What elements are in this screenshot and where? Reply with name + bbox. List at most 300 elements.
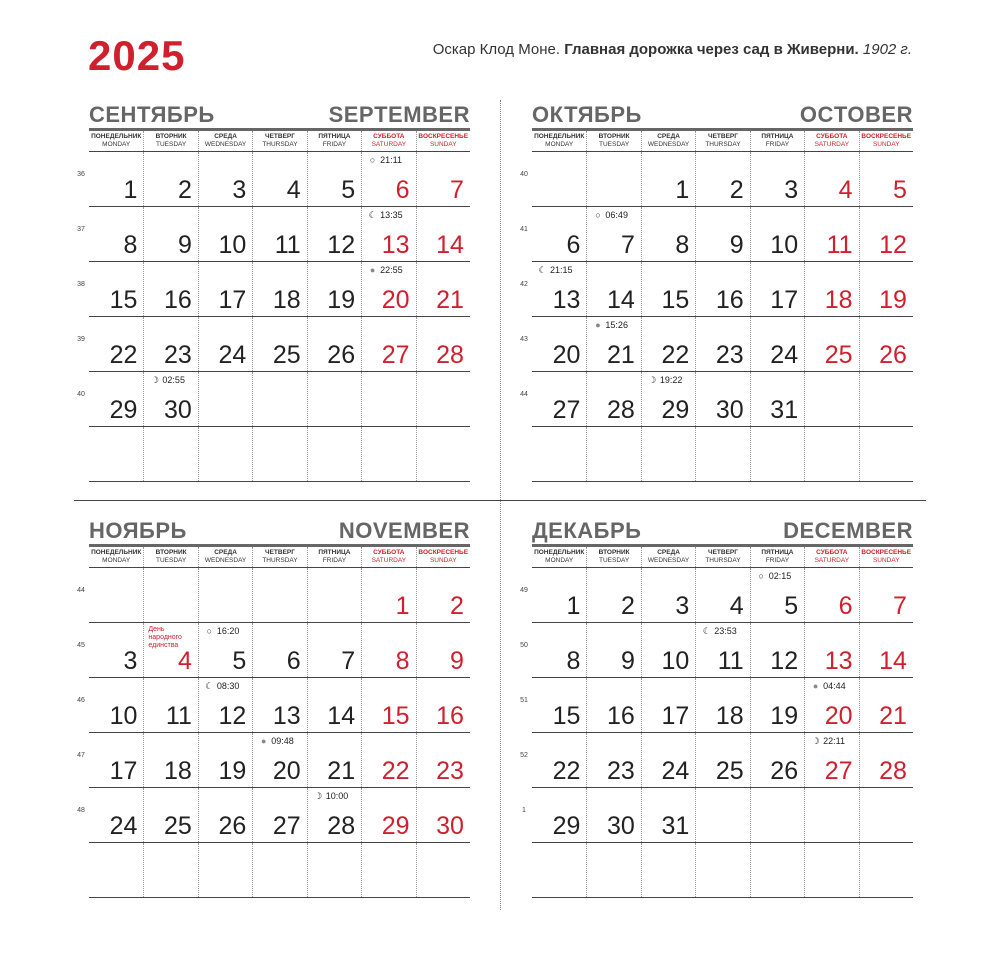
weekday-header: [252, 131, 306, 151]
day-cell[interactable]: [252, 788, 306, 842]
day-cell[interactable]: [198, 788, 252, 842]
weekday-name-ru: СРЕДА: [657, 549, 680, 556]
day-cell: [198, 427, 252, 481]
day-cell[interactable]: [416, 262, 470, 316]
moon-last-icon: ☽: [150, 375, 159, 385]
day-number: 10: [661, 647, 690, 675]
day-cell[interactable]: [416, 623, 470, 677]
day-cell[interactable]: [750, 568, 804, 622]
day-number: 2: [729, 176, 744, 204]
week-row: [520, 678, 913, 733]
day-cell[interactable]: [695, 568, 749, 622]
week-row: [520, 372, 913, 427]
moon-time: 15:26: [605, 320, 628, 330]
day-number: 2: [177, 176, 192, 204]
day-cell[interactable]: [416, 788, 470, 842]
day-cell: [859, 788, 913, 842]
week-number: 48: [77, 807, 85, 814]
weekday-name-en: WEDNESDAY: [204, 141, 247, 148]
moon-new-icon: ○: [369, 155, 376, 165]
month-header: [89, 518, 470, 547]
moon-phase: [757, 571, 792, 581]
day-cell[interactable]: [586, 788, 640, 842]
day-cell[interactable]: [89, 678, 143, 732]
artwork-caption: [433, 41, 912, 58]
day-cell[interactable]: [641, 317, 695, 371]
day-cell[interactable]: [252, 207, 306, 261]
month-name-en: OCTOBER: [799, 102, 913, 127]
day-cell[interactable]: [859, 678, 913, 732]
day-cell[interactable]: [586, 623, 640, 677]
weekday-name-en: FRIDAY: [322, 557, 347, 564]
day-cell[interactable]: [641, 372, 695, 426]
moon-phase: [205, 626, 240, 636]
day-cell[interactable]: [416, 678, 470, 732]
day-cell[interactable]: [750, 262, 804, 316]
day-cell: [586, 427, 640, 481]
day-cell[interactable]: [695, 372, 749, 426]
day-cell[interactable]: [532, 262, 586, 316]
day-number: 27: [272, 812, 301, 840]
day-cell: [586, 843, 640, 897]
day-cell[interactable]: [198, 262, 252, 316]
day-cell[interactable]: [641, 733, 695, 787]
moon-phase: [648, 375, 683, 386]
day-number: 25: [272, 341, 301, 369]
caption-date: 1902 г.: [858, 41, 912, 58]
day-number: 27: [824, 757, 853, 785]
day-cell[interactable]: [307, 623, 361, 677]
weekday-header: [532, 131, 586, 151]
day-number: 10: [109, 702, 138, 730]
day-cell[interactable]: [416, 568, 470, 622]
day-number: 29: [109, 396, 138, 424]
weekday-name-ru: СУББОТА: [816, 133, 848, 140]
day-number: 25: [715, 757, 744, 785]
week-number: 49: [520, 587, 528, 594]
day-cell[interactable]: [532, 317, 586, 371]
weekday-name-ru: ВТОРНИК: [155, 133, 187, 140]
day-cell[interactable]: [361, 262, 415, 316]
day-number: 21: [607, 341, 635, 369]
day-cell[interactable]: [804, 262, 858, 316]
day-cell: [89, 427, 143, 481]
weekday-name-en: SATURDAY: [371, 557, 407, 564]
day-cell[interactable]: [252, 678, 306, 732]
weekday-name-ru: СУББОТА: [373, 549, 405, 556]
day-cell[interactable]: [198, 207, 252, 261]
day-cell[interactable]: [750, 207, 804, 261]
day-cell[interactable]: [859, 623, 913, 677]
weekday-name-ru: ЧЕТВЕРГ: [265, 549, 295, 556]
day-cell[interactable]: [143, 262, 197, 316]
day-cell[interactable]: [859, 317, 913, 371]
day-cell[interactable]: [804, 678, 858, 732]
day-number: 20: [272, 757, 301, 785]
month-header: [532, 518, 913, 547]
day-cell[interactable]: [586, 733, 640, 787]
day-cell[interactable]: [859, 568, 913, 622]
day-cell[interactable]: [804, 152, 858, 206]
day-cell[interactable]: [804, 317, 858, 371]
moon-time: 09:48: [271, 736, 294, 746]
weekday-name-ru: ВОСКРЕСЕНЬЕ: [418, 549, 469, 556]
day-cell[interactable]: [143, 372, 197, 426]
day-cell[interactable]: [307, 207, 361, 261]
day-cell[interactable]: [416, 733, 470, 787]
day-cell[interactable]: [586, 372, 640, 426]
day-cell[interactable]: [641, 568, 695, 622]
weekday-name-en: THURSDAY: [705, 557, 741, 564]
day-cell[interactable]: [641, 262, 695, 316]
day-cell[interactable]: [198, 317, 252, 371]
day-cell[interactable]: [532, 207, 586, 261]
weekday-name-ru: ЧЕТВЕРГ: [708, 133, 738, 140]
week-row: [520, 262, 913, 317]
moon-time: 19:22: [659, 375, 683, 385]
day-number: 30: [436, 812, 464, 840]
week-number: 41: [520, 226, 528, 233]
day-cell[interactable]: [804, 207, 858, 261]
day-number: 10: [218, 231, 247, 259]
day-cell[interactable]: [361, 788, 415, 842]
day-number: 23: [164, 341, 192, 369]
day-number: 20: [381, 286, 410, 314]
day-cell: [307, 427, 361, 481]
weekday-name-ru: ПОНЕДЕЛЬНИК: [91, 549, 142, 556]
weekday-header: [750, 131, 804, 151]
moon-phase: [811, 736, 845, 747]
day-number: 12: [327, 231, 356, 259]
day-cell[interactable]: [361, 623, 415, 677]
day-number: 22: [381, 757, 410, 785]
day-cell: [198, 568, 252, 622]
day-cell[interactable]: [361, 317, 415, 371]
weekday-header: [695, 131, 749, 151]
weekday-name-en: SUNDAY: [429, 141, 457, 148]
day-number: 8: [123, 231, 138, 259]
moon-last-icon: ☽: [648, 375, 657, 385]
day-cell[interactable]: [361, 568, 415, 622]
day-number: 8: [395, 647, 410, 675]
day-cell[interactable]: [143, 788, 197, 842]
day-cell[interactable]: [307, 317, 361, 371]
weekday-header: [307, 547, 361, 567]
weekday-name-ru: СУББОТА: [816, 549, 848, 556]
week-row: [520, 207, 913, 262]
week-row: [532, 427, 913, 482]
day-cell[interactable]: [532, 733, 586, 787]
day-cell[interactable]: [804, 623, 858, 677]
day-cell: [89, 843, 143, 897]
day-cell[interactable]: [695, 207, 749, 261]
day-cell[interactable]: [252, 623, 306, 677]
day-cell[interactable]: [307, 733, 361, 787]
day-cell[interactable]: [750, 152, 804, 206]
day-cell[interactable]: [89, 372, 143, 426]
day-number: 8: [675, 231, 690, 259]
day-number: 23: [436, 757, 464, 785]
moon-time: 10:00: [325, 791, 349, 801]
day-cell[interactable]: [532, 788, 586, 842]
day-cell[interactable]: [143, 317, 197, 371]
day-number: 2: [620, 592, 635, 620]
day-number: 12: [879, 231, 907, 259]
day-cell[interactable]: [252, 733, 306, 787]
week-row: [532, 843, 913, 898]
week-number: 46: [77, 697, 85, 704]
moon-time: 06:49: [605, 210, 628, 220]
day-number: 23: [607, 757, 635, 785]
day-number: 18: [824, 286, 853, 314]
weekday-name-en: FRIDAY: [765, 557, 790, 564]
moon-phase: [593, 320, 628, 330]
month-december: [520, 518, 913, 898]
day-cell[interactable]: [750, 317, 804, 371]
day-cell[interactable]: [307, 262, 361, 316]
day-cell[interactable]: [361, 207, 415, 261]
week-row: [89, 843, 470, 898]
day-number: 19: [879, 286, 907, 314]
day-cell[interactable]: [532, 623, 586, 677]
month-name-en: SEPTEMBER: [328, 102, 470, 127]
day-cell[interactable]: [859, 733, 913, 787]
day-cell[interactable]: [89, 262, 143, 316]
day-cell[interactable]: [198, 623, 252, 677]
moon-phase: [702, 626, 737, 637]
day-number: 11: [165, 702, 192, 730]
day-cell[interactable]: [143, 207, 197, 261]
day-cell[interactable]: [641, 788, 695, 842]
week-number: 51: [520, 697, 528, 704]
weekday-name-ru: ПЯТНИЦА: [318, 133, 351, 140]
day-cell: [804, 427, 858, 481]
month-name-ru: ДЕКАБРЬ: [532, 518, 642, 543]
day-cell[interactable]: [804, 733, 858, 787]
day-number: 21: [436, 286, 464, 314]
day-number: 3: [123, 647, 138, 675]
day-cell: [307, 568, 361, 622]
day-cell[interactable]: [750, 372, 804, 426]
day-cell[interactable]: [586, 678, 640, 732]
day-number: 8: [566, 647, 581, 675]
weekday-header: [859, 131, 913, 151]
day-cell[interactable]: [859, 207, 913, 261]
moon-time: 21:15: [550, 265, 573, 275]
weekday-name-ru: ВОСКРЕСЕНЬЕ: [861, 133, 912, 140]
day-cell: [89, 568, 143, 622]
day-number: 27: [552, 396, 581, 424]
day-cell: [361, 843, 415, 897]
day-number: 17: [109, 757, 138, 785]
day-number: 28: [607, 396, 635, 424]
weekday-name-en: THURSDAY: [262, 141, 298, 148]
day-cell[interactable]: [641, 152, 695, 206]
moon-last-icon: ☽: [811, 736, 820, 746]
moon-full-icon: ●: [261, 736, 267, 746]
day-cell[interactable]: [89, 152, 143, 206]
weekday-name-en: SATURDAY: [814, 557, 850, 564]
weekday-header: [252, 547, 306, 567]
day-cell[interactable]: [416, 207, 470, 261]
day-number: 15: [109, 286, 138, 314]
day-cell[interactable]: [532, 678, 586, 732]
day-cell[interactable]: [695, 733, 749, 787]
day-cell[interactable]: [641, 623, 695, 677]
day-number: 4: [177, 647, 192, 675]
weekday-header: [641, 131, 695, 151]
day-cell[interactable]: [695, 152, 749, 206]
day-cell[interactable]: [89, 623, 143, 677]
day-cell[interactable]: [143, 623, 197, 677]
day-number: 17: [661, 702, 690, 730]
week-number: 37: [77, 226, 85, 233]
day-cell[interactable]: [586, 207, 640, 261]
day-cell[interactable]: [532, 372, 586, 426]
moon-time: 02:15: [768, 571, 792, 581]
day-cell[interactable]: [89, 207, 143, 261]
day-number: 5: [341, 176, 356, 204]
day-cell[interactable]: [750, 678, 804, 732]
day-cell[interactable]: [804, 568, 858, 622]
day-cell[interactable]: [750, 733, 804, 787]
weekday-name-en: THURSDAY: [262, 557, 298, 564]
day-cell[interactable]: [695, 623, 749, 677]
day-number: 30: [715, 396, 744, 424]
day-number: 10: [770, 231, 799, 259]
day-cell[interactable]: [641, 207, 695, 261]
week-number: 50: [520, 642, 528, 649]
weekday-name-ru: ВОСКРЕСЕНЬЕ: [418, 133, 469, 140]
day-cell[interactable]: [859, 152, 913, 206]
day-cell[interactable]: [252, 152, 306, 206]
day-cell[interactable]: [307, 678, 361, 732]
moon-phase: [314, 791, 349, 802]
day-cell[interactable]: [532, 568, 586, 622]
moon-phase: [259, 736, 294, 746]
day-cell[interactable]: [89, 733, 143, 787]
weekday-header: [143, 547, 197, 567]
day-cell[interactable]: [586, 262, 640, 316]
day-cell[interactable]: [361, 152, 415, 206]
day-number: 3: [675, 592, 690, 620]
day-cell[interactable]: [641, 678, 695, 732]
weekday-name-en: MONDAY: [545, 557, 574, 564]
day-cell[interactable]: [695, 678, 749, 732]
day-cell[interactable]: [198, 152, 252, 206]
day-cell[interactable]: [586, 317, 640, 371]
week-row: [77, 262, 470, 317]
day-cell[interactable]: [143, 678, 197, 732]
moon-phase: [368, 265, 403, 275]
weekday-header: [361, 131, 415, 151]
day-cell: [361, 372, 415, 426]
day-cell[interactable]: [198, 678, 252, 732]
month-header: [532, 102, 913, 131]
moon-phase: [538, 265, 573, 276]
day-number: 13: [552, 286, 581, 314]
week-number: 39: [77, 336, 85, 343]
day-number: 7: [450, 176, 464, 204]
week-number: 47: [77, 752, 85, 759]
day-cell[interactable]: [143, 733, 197, 787]
day-cell[interactable]: [859, 262, 913, 316]
weekday-name-en: WEDNESDAY: [204, 557, 247, 564]
day-cell[interactable]: [695, 262, 749, 316]
weekday-name-en: SUNDAY: [872, 141, 900, 148]
weekday-name-en: FRIDAY: [322, 141, 347, 148]
day-cell: [586, 152, 640, 206]
moon-phase: [593, 210, 628, 220]
day-number: 15: [381, 702, 410, 730]
moon-time: 22:11: [823, 736, 845, 746]
weekday-name-en: SATURDAY: [814, 141, 850, 148]
month-name-ru: НОЯБРЬ: [89, 518, 187, 543]
day-number: 2: [450, 592, 464, 620]
day-cell[interactable]: [307, 152, 361, 206]
day-cell: [804, 788, 858, 842]
day-number: 12: [218, 702, 247, 730]
day-number: 31: [770, 396, 799, 424]
day-number: 15: [661, 286, 690, 314]
week-row: [77, 623, 470, 678]
day-cell: [641, 427, 695, 481]
week-row: [77, 317, 470, 372]
weekday-header: [198, 547, 252, 567]
day-cell: [252, 568, 306, 622]
day-cell[interactable]: [416, 317, 470, 371]
day-cell[interactable]: [750, 623, 804, 677]
weekday-name-ru: ПОНЕДЕЛЬНИК: [534, 549, 585, 556]
day-cell[interactable]: [143, 152, 197, 206]
weekday-name-ru: ПОНЕДЕЛЬНИК: [534, 133, 585, 140]
day-number: 1: [123, 176, 138, 204]
weekday-name-en: TUESDAY: [156, 141, 187, 148]
weekday-header: [361, 547, 415, 567]
day-number: 7: [341, 647, 356, 675]
day-cell[interactable]: [89, 788, 143, 842]
weekday-name-ru: СУББОТА: [373, 133, 405, 140]
day-cell: [416, 843, 470, 897]
week-row: [520, 568, 913, 623]
day-cell[interactable]: [198, 733, 252, 787]
day-number: 18: [272, 286, 301, 314]
week-row: [522, 788, 913, 843]
day-cell: [143, 427, 197, 481]
day-cell[interactable]: [252, 317, 306, 371]
day-cell[interactable]: [361, 678, 415, 732]
day-cell[interactable]: [416, 152, 470, 206]
day-number: 28: [436, 341, 464, 369]
day-number: 9: [177, 231, 192, 259]
day-number: 4: [729, 592, 744, 620]
weekday-header-row: [532, 547, 913, 568]
day-cell[interactable]: [252, 262, 306, 316]
day-number: 29: [552, 812, 581, 840]
day-number: 21: [879, 702, 907, 730]
day-number: 14: [436, 231, 464, 259]
weekday-name-en: TUESDAY: [156, 557, 187, 564]
day-cell[interactable]: [586, 568, 640, 622]
day-cell[interactable]: [695, 317, 749, 371]
moon-time: 16:20: [216, 626, 240, 636]
day-number: 7: [893, 592, 907, 620]
week-number: 44: [520, 391, 528, 398]
day-cell: [750, 427, 804, 481]
day-cell[interactable]: [89, 317, 143, 371]
day-cell[interactable]: [361, 733, 415, 787]
day-cell[interactable]: [307, 788, 361, 842]
